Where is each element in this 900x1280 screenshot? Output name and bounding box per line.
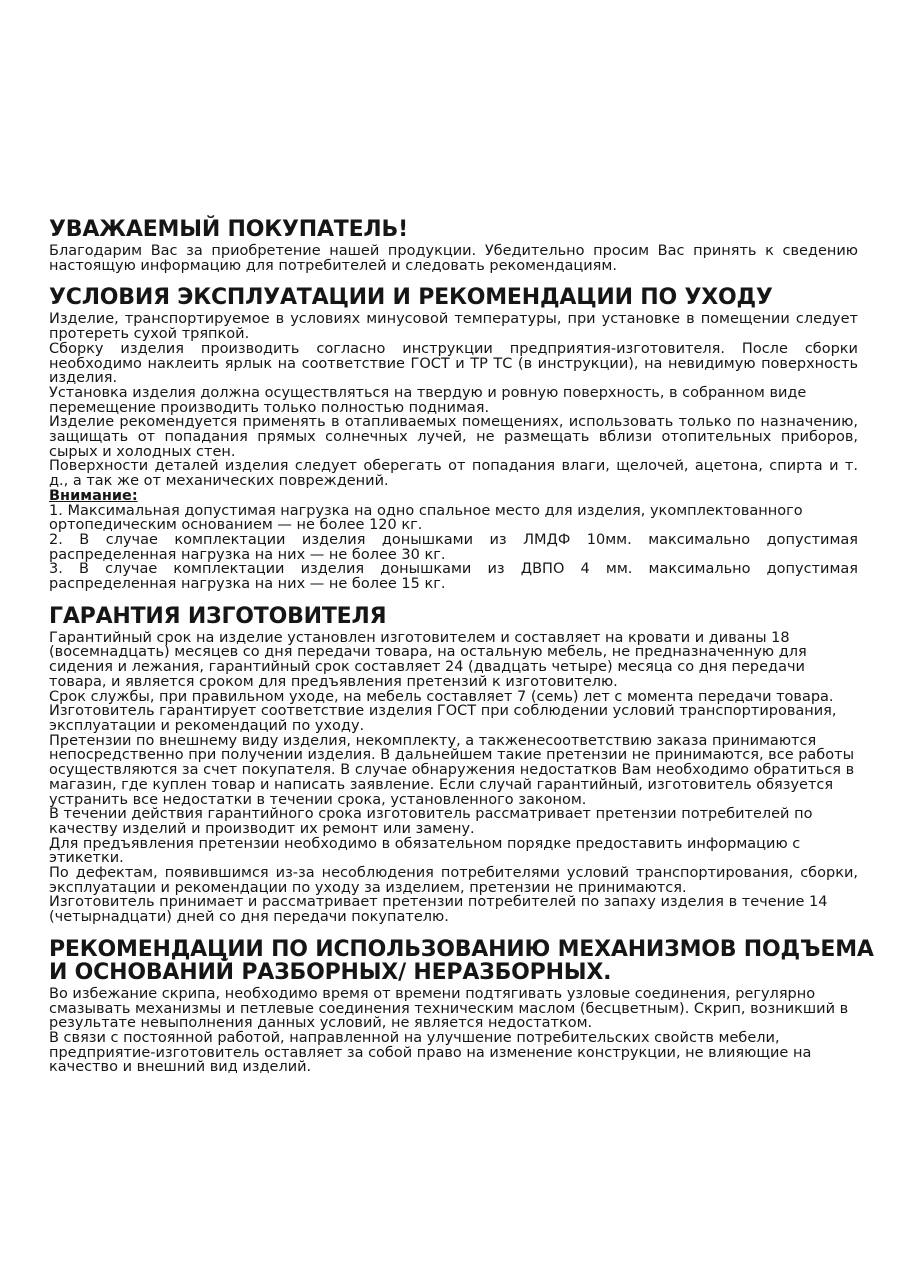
paragraph-design-changes: В связи с постоянной работой, направленной на улучшение потребительских свойств мебели, предприятие-изготовитель оставляет за собой право на изменение конструкции, не влияющие на качество и внешний вид изделий. <box>49 1029 812 1076</box>
attention-label: Внимание: <box>49 487 138 504</box>
load-limit-item-3: 3. В случае комплектации изделия донышками из ДВПО 4 мм. максимально допустимая распределенная нагрузка на них — не более 15 кг. <box>49 561 858 593</box>
paragraph-defects-not-accepted: По дефектам, появившимся из-за несоблюдения потребителями условий транспортирования, сборки, эксплуатации и рекомендации по уходу за изделием, претензии не принимаются. <box>49 865 858 896</box>
greeting-paragraph: Благодарим Вас за приобретение нашей продукции. Убедительно просим Вас принять к сведению настоящую информацию для потребителей и следовать рекомендациям. <box>49 243 858 274</box>
paragraph-installation: Установка изделия должна осуществляться на твердую и ровную поверхность, в собранном виде перемещение производить только полностью поднимая. <box>49 384 807 416</box>
section-warranty <box>49 605 858 925</box>
load-limit-item-2: 2. В случае комплектации изделия донышками из ЛМДФ 10мм. максимально допустимая распределенная нагрузка на них — не более 30 кг. <box>49 531 858 563</box>
usage-conditions-heading: УСЛОВИЯ ЭКСПЛУАТАЦИИ И РЕКОМЕНДАЦИИ ПО УХОДУ <box>49 285 773 311</box>
paragraph-cold-transport: Изделие, транспортируемое в условиях минусовой температуры, при установке в помещении следует протереть сухой тряпкой. <box>49 311 858 343</box>
mechanisms-heading-line-2: И ОСНОВАНИЙ РАЗБОРНЫХ/ НЕРАЗБОРНЫХ. <box>49 959 612 985</box>
paragraph-heated-rooms: Изделие рекомендуется применять в отапливаемых помещениях, использовать только по назначению, защищать от попадания прямых солнечных лучей, не размещать вблизи отопительных приборов, сырых и холодных стен. <box>49 414 858 460</box>
paragraph-service-life: Срок службы, при правильном уходе, на мебель составляет 7 (семь) лет с момента передачи товара. <box>49 688 834 705</box>
paragraph-claims-during-warranty: В течении действия гарантийного срока изготовитель рассматривает претензии потребителей по качеству изделий и производит их ремонт или замену. <box>49 806 813 837</box>
section-greeting <box>49 218 858 273</box>
paragraph-assembly: Сборку изделия производить согласно инструкции предприятия-изготовителя. После сборки необходимо наклеить ярлык на соответствие ГОСТ и ТР ТС (в инструкции), на невидимую поверхность изделия. <box>49 340 858 387</box>
mechanisms-heading <box>49 936 874 985</box>
paragraph-claims-on-receipt: Претензии по внешнему виду изделия, некомплекту, а такженесоответствию заказа принимаются непосредственно при получении изделия. В дальнейшем такие претензии не принимаются, все работы осуществляются за счет покупателя. В случае обнаружения недостатков Вам необходимо обратиться в магазин, где куплен товар и написать заявление. Если случай гарантийный, изготовитель обязуется устранить все недостатки в течении срока, установленного законом. <box>49 732 855 808</box>
warranty-heading: ГАРАНТИЯ ИЗГОТОВИТЕЛЯ <box>49 603 387 629</box>
paragraph-gost-compliance: Изготовитель гарантирует соответствие изделия ГОСТ при соблюдении условий транспортирования, эксплуатации и рекомендаций по уходу. <box>49 703 837 734</box>
section-mechanisms <box>49 936 874 1076</box>
paragraph-warranty-period: Гарантийный срок на изделие установлен изготовителем и составляет на кровати и диваны 18 (восемнадцать) месяцев со дня передачи товара, на остальную мебель, не предназначенную для сидения и лежания, гарантийный срок составляет 24 (двадцать четыре) месяца со дня передачи товара, и является сроком для предъявления претензий к изготовителю. <box>49 629 807 690</box>
mechanisms-heading-line-1: РЕКОМЕНДАЦИИ ПО ИСПОЛЬЗОВАНИЮ МЕХАНИЗМОВ ПОДЪЕМА <box>49 936 874 962</box>
paragraph-surface-care: Поверхности деталей изделия следует оберегать от попадания влаги, щелочей, ацетона, спирта и т. д., а так же от механических повреждений. <box>49 458 858 490</box>
paragraph-squeak-prevention: Во избежание скрипа, необходимо время от времени подтягивать узловые соединения, регулярно смазывать механизмы и петлевые соединения техническим маслом (бесцветным). Скрип, возникший в результате невыполнения данных условий, не является недостатком. <box>49 985 849 1032</box>
paragraph-label-info-required: Для предъявления претензии необходимо в обязательном порядке предоставить информацию с этикетки. <box>49 835 801 867</box>
load-limit-item-1: 1. Максимальная допустимая нагрузка на одно спальное место для изделия, укомплектованного ортопедическим основанием — не более 120 кг. <box>49 502 803 534</box>
greeting-heading: УВАЖАЕМЫЙ ПОКУПАТЕЛЬ! <box>49 217 408 242</box>
section-usage-conditions <box>49 286 858 591</box>
paragraph-odor-claims: Изготовитель принимает и рассматривает претензии потребителей по запаху изделия в течение 14 (четырнадцати) дней со дня передачи покупателю. <box>49 894 828 926</box>
